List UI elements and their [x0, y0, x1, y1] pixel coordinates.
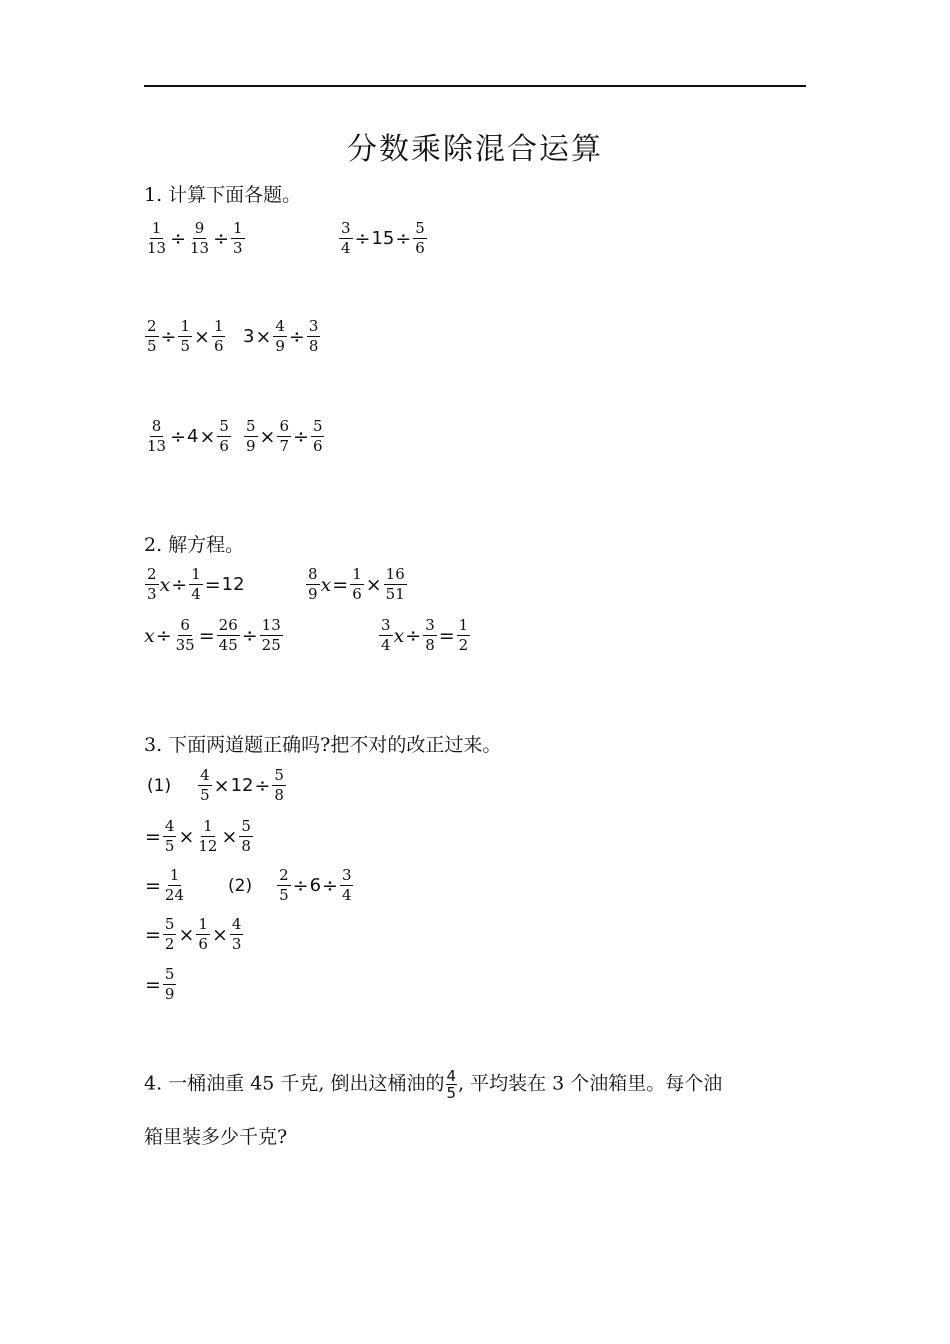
numerator: 2	[147, 565, 157, 583]
numerator: 4	[200, 766, 210, 784]
problem-label: (2)	[228, 875, 253, 896]
denominator: 4	[341, 239, 351, 257]
q3-heading: 3. 下面两道题正确吗?把不对的改正过来。	[144, 734, 502, 756]
denominator: 24	[164, 886, 185, 904]
q2-equation-2	[305, 566, 408, 603]
numerator: 2	[147, 317, 157, 335]
fraction	[230, 916, 244, 953]
denominator: 5	[147, 337, 157, 355]
operator: ÷	[171, 573, 188, 596]
fraction	[163, 818, 177, 855]
numerator: 1	[213, 317, 224, 335]
numerator: 1	[191, 565, 201, 583]
operator: ÷	[322, 874, 338, 897]
numerator: 3	[341, 219, 351, 237]
equals-sign: =	[438, 624, 455, 647]
fraction	[217, 617, 240, 654]
variable: x	[393, 624, 405, 647]
denominator: 8	[274, 786, 284, 804]
denominator: 12	[198, 837, 218, 855]
q4-text-part-1: 4. 一桶油重 45 千克, 倒出这桶油的	[144, 1072, 445, 1095]
fraction	[339, 220, 353, 257]
operator: ÷	[292, 874, 309, 897]
fraction	[277, 867, 291, 904]
q1-row3-expr-b	[243, 418, 325, 455]
q3-problem-1-step-2	[144, 867, 187, 904]
denominator: 25	[261, 636, 281, 654]
fraction	[188, 220, 211, 257]
fraction	[306, 566, 320, 603]
equals-sign: =	[145, 874, 161, 897]
denominator: 6	[213, 337, 224, 355]
fraction	[196, 916, 210, 953]
operator: ×	[255, 325, 272, 348]
q3-problem-2	[228, 867, 354, 904]
denominator: 4	[191, 585, 201, 603]
operator: ×	[194, 325, 210, 348]
numerator: 1	[198, 915, 208, 933]
fraction	[260, 617, 283, 654]
denominator: 4	[341, 886, 352, 904]
q1-heading: 1. 计算下面各题。	[144, 184, 302, 206]
fraction	[231, 220, 245, 257]
numerator: 8	[151, 417, 162, 435]
q4-paragraph-line-2: 箱里装多少千克?	[144, 1126, 288, 1148]
fraction	[163, 966, 177, 1003]
numerator: 5	[164, 965, 175, 983]
q1-row2-expr-a	[144, 318, 226, 355]
denominator: 6	[219, 437, 229, 455]
fraction	[212, 318, 226, 355]
equals-sign: =	[145, 973, 161, 996]
denominator: 6	[415, 239, 425, 257]
q3-problem-2-step-1	[144, 916, 244, 953]
numerator: 4	[275, 317, 285, 335]
numerator: 1	[169, 866, 180, 884]
operator: ÷	[293, 425, 309, 448]
operator: ÷	[160, 325, 177, 348]
operator: ×	[178, 923, 195, 946]
denominator: 9	[164, 985, 175, 1003]
fraction	[311, 418, 325, 455]
q1-row2-expr-b	[243, 318, 321, 355]
numerator: 5	[164, 915, 175, 933]
fraction	[217, 418, 231, 455]
numerator: 1	[233, 219, 243, 237]
fraction	[350, 566, 364, 603]
numerator: 3	[425, 616, 435, 634]
fraction	[145, 566, 159, 603]
numerator: 3	[341, 866, 352, 884]
fraction	[457, 617, 471, 654]
fraction	[178, 318, 192, 355]
fraction	[145, 220, 168, 257]
operator: ×	[211, 923, 228, 946]
fraction	[384, 566, 407, 603]
operator: ÷	[354, 227, 371, 250]
fraction	[446, 1068, 458, 1101]
denominator: 5	[279, 886, 289, 904]
operator: ×	[178, 825, 195, 848]
operator: ÷	[254, 774, 271, 797]
q4-paragraph	[144, 1068, 809, 1101]
operator: ÷	[241, 624, 258, 647]
variable: x	[159, 573, 171, 596]
equals-sign: =	[332, 573, 349, 596]
number: 3	[243, 326, 255, 347]
numerator: 5	[246, 417, 256, 435]
operator: ×	[213, 774, 230, 797]
equals-sign: =	[145, 923, 161, 946]
denominator: 7	[279, 437, 290, 455]
variable: x	[320, 573, 332, 596]
q1-row3-expr-a	[144, 418, 232, 455]
fraction	[174, 617, 197, 654]
numerator: 13	[261, 616, 281, 634]
denominator: 2	[458, 636, 469, 654]
denominator: 35	[175, 636, 195, 654]
numerator: 16	[385, 565, 405, 583]
number: 15	[371, 228, 395, 249]
q3-problem-1	[147, 767, 287, 804]
operator: ÷	[395, 227, 412, 250]
denominator: 5	[180, 337, 191, 355]
fraction	[145, 318, 159, 355]
equals-sign: =	[198, 624, 215, 647]
denominator: 3	[231, 935, 242, 953]
numerator: 5	[274, 766, 284, 784]
numerator: 5	[415, 219, 425, 237]
denominator: 51	[385, 585, 405, 603]
denominator: 13	[190, 239, 210, 257]
number: 6	[309, 875, 322, 896]
denominator: 2	[164, 935, 175, 953]
q2-equation-3	[144, 617, 284, 654]
denominator: 6	[312, 437, 323, 455]
denominator: 9	[308, 585, 318, 603]
numerator: 4	[231, 915, 242, 933]
numerator: 6	[180, 616, 190, 634]
denominator: 9	[275, 337, 285, 355]
operator: ÷	[288, 325, 305, 348]
numerator: 26	[218, 616, 238, 634]
page-title: 分数乘除混合运算	[347, 132, 603, 167]
fraction	[198, 767, 212, 804]
denominator: 4	[381, 636, 391, 654]
q3-problem-1-step-1	[144, 818, 254, 855]
numerator: 1	[352, 565, 362, 583]
numerator: 1	[180, 317, 191, 335]
fraction	[379, 617, 393, 654]
denominator: 9	[246, 437, 256, 455]
denominator: 6	[352, 585, 362, 603]
variable: x	[144, 624, 155, 647]
operator: ÷	[405, 624, 422, 647]
number: 12	[230, 775, 254, 796]
denominator: 5	[200, 786, 210, 804]
fraction	[189, 566, 203, 603]
q4-text-part-2: , 平均装在 3 个油箱里。每个油	[458, 1072, 723, 1095]
denominator: 45	[218, 636, 238, 654]
denominator: 3	[147, 585, 157, 603]
numerator: 8	[308, 565, 318, 583]
fraction	[272, 767, 286, 804]
numerator: 2	[279, 866, 289, 884]
fraction	[307, 318, 321, 355]
numerator: 5	[312, 417, 323, 435]
number: 12	[221, 574, 245, 595]
q3-problem-2-step-2	[144, 966, 177, 1003]
numerator: 5	[219, 417, 229, 435]
denominator: 6	[198, 935, 208, 953]
denominator: 3	[233, 239, 243, 257]
denominator: 8	[308, 337, 319, 355]
denominator: 13	[147, 239, 167, 257]
operator: ×	[199, 425, 216, 448]
denominator: 8	[425, 636, 435, 654]
operator: ÷	[170, 425, 187, 448]
denominator: 13	[147, 437, 167, 455]
q2-heading: 2. 解方程。	[144, 534, 245, 556]
numerator: 3	[381, 616, 391, 634]
number: 4	[187, 426, 199, 447]
numerator: 5	[241, 817, 251, 835]
fraction	[239, 818, 253, 855]
denominator: 5	[446, 1084, 457, 1102]
fraction	[244, 418, 258, 455]
q1-row1-expr-b	[338, 220, 428, 257]
numerator: 3	[308, 317, 319, 335]
top-rule	[144, 85, 806, 87]
numerator: 1	[151, 219, 162, 237]
fraction	[277, 418, 291, 455]
fraction	[273, 318, 287, 355]
equals-sign: =	[204, 573, 221, 596]
numerator: 9	[194, 219, 205, 237]
fraction	[423, 617, 437, 654]
fraction	[163, 916, 177, 953]
fraction	[196, 818, 219, 855]
operator: ×	[365, 573, 382, 596]
operator: ÷	[170, 227, 187, 250]
operator: ×	[221, 825, 238, 848]
equals-sign: =	[145, 825, 161, 848]
q2-equation-1	[144, 566, 245, 603]
fraction	[340, 867, 354, 904]
fraction	[145, 418, 168, 455]
denominator: 8	[241, 837, 251, 855]
numerator: 4	[446, 1067, 457, 1085]
numerator: 1	[203, 817, 213, 835]
operator: ×	[259, 425, 276, 448]
problem-label: (1)	[147, 775, 172, 796]
operator: ÷	[155, 624, 172, 647]
q1-row1-expr-a	[144, 220, 246, 257]
q2-equation-4	[378, 617, 471, 654]
fraction	[413, 220, 427, 257]
fraction	[163, 867, 186, 904]
numerator: 1	[458, 616, 469, 634]
numerator: 4	[164, 817, 175, 835]
operator: ÷	[213, 227, 230, 250]
denominator: 5	[164, 837, 175, 855]
numerator: 6	[279, 417, 290, 435]
